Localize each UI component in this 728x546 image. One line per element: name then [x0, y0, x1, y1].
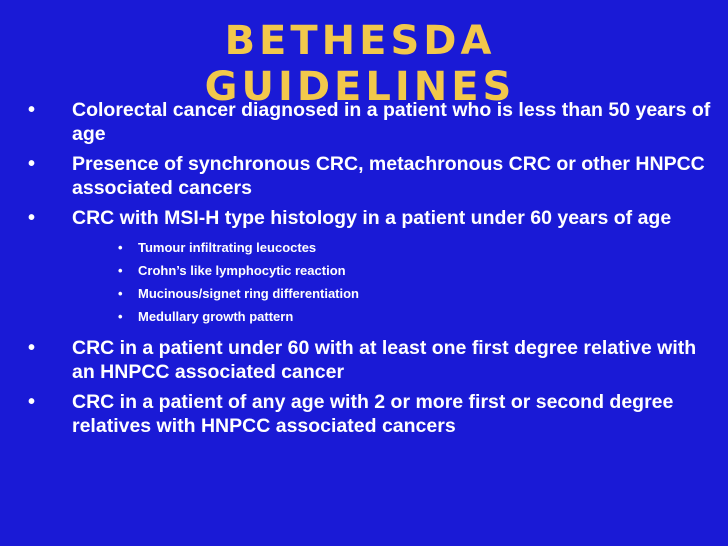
bullet-text-3: CRC with MSI-H type histology in a patient under 60 years of age	[72, 207, 672, 229]
sub-bullet-text-1: Tumour infiltrating leucoctes	[138, 240, 317, 255]
bullet-text-4: CRC in a patient under 60 with at least one first degree relative with an HNPCC associated cancer	[72, 337, 697, 383]
bullet-icon: •	[28, 337, 36, 359]
sub-bullet-icon: •	[118, 263, 123, 278]
bullet-item-5	[28, 390, 718, 438]
title-line-2: GUIDELINES	[204, 64, 516, 110]
slide-title	[150, 18, 570, 110]
sub-bullet-item-2	[28, 259, 718, 282]
bullet-text-2: Presence of synchronous CRC, metachronous CRC or other HNPCC associated cancers	[72, 153, 705, 199]
sub-bullet-item-3	[28, 282, 718, 305]
bullet-item-3	[28, 206, 718, 230]
sub-bullet-icon: •	[118, 286, 123, 301]
bullet-list	[28, 98, 718, 444]
sub-bullet-item-1	[28, 236, 718, 259]
sub-bullet-icon: •	[118, 240, 123, 255]
bullet-icon: •	[28, 207, 36, 229]
bullet-item-4	[28, 336, 718, 384]
sub-bullet-text-3: Mucinous/signet ring differentiation	[138, 286, 359, 301]
sub-bullet-list	[28, 236, 718, 328]
sub-bullet-text-4: Medullary growth pattern	[138, 309, 294, 324]
sub-bullet-icon: •	[118, 309, 123, 324]
title-line-1: BETHESDA	[224, 18, 496, 64]
bullet-text-5: CRC in a patient of any age with 2 or more first or second degree relatives with HNPCC associated cancers	[72, 391, 674, 437]
bullet-item-1	[28, 98, 718, 146]
sub-bullet-item-4	[28, 305, 718, 328]
bullet-text-1: Colorectal cancer diagnosed in a patient who is less than 50 years of age	[72, 99, 711, 145]
sub-bullet-text-2: Crohn’s like lymphocytic reaction	[138, 263, 346, 278]
bullet-icon: •	[28, 391, 36, 413]
bullet-item-2	[28, 152, 718, 200]
bullet-icon: •	[28, 153, 36, 175]
bullet-icon: •	[28, 99, 36, 121]
